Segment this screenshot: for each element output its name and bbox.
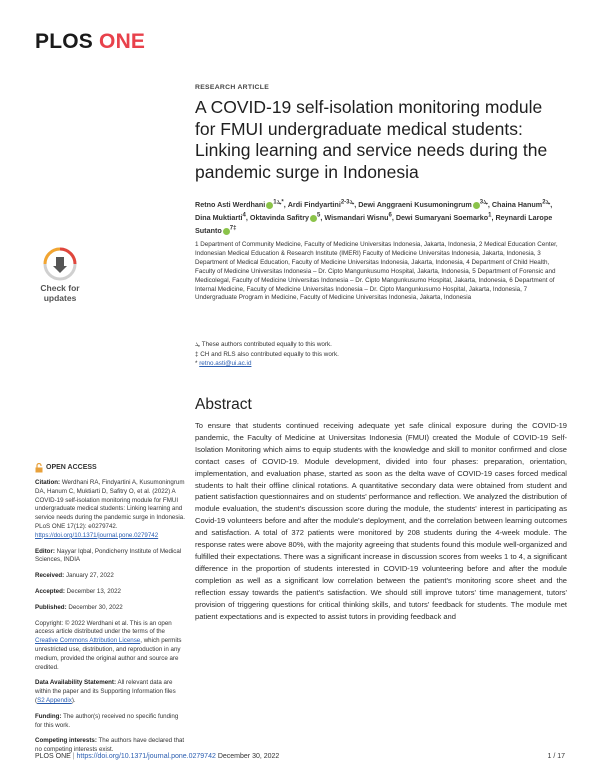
footer-doi-link[interactable]: https://doi.org/10.1371/journal.pone.0279742 [76,753,216,760]
check-updates-icon [43,247,77,281]
author-notes [195,340,567,369]
accepted [35,588,185,597]
orcid-icon[interactable] [310,215,317,222]
s2-appendix-link[interactable]: S2 Appendix [37,696,72,704]
corresponding-email: * retno.asti@ui.ac.id [195,360,252,367]
funding-text: The author(s) received no specific funding for this work. [35,712,179,729]
open-access-label: OPEN ACCESS [46,463,97,471]
author[interactable]: Dewi Anggraeni Kusumoningrum $^{3ܛ}$, [358,200,490,210]
received-label: Received: [35,572,65,580]
citation-label: Citation: [35,479,61,486]
data-availability-end: ). [71,696,76,704]
orcid-icon[interactable] [473,202,480,209]
author[interactable]: Reynardi Larope Sutanto $^{7\ddagger}$ [195,213,553,236]
copyright [35,620,185,673]
page-number: 1 / 17 [547,753,565,760]
logo-one: ONE [99,30,146,53]
footer-separator: | [72,753,75,760]
license-link[interactable]: Creative Commons Attribution License [35,637,141,645]
note-also-contributed: ‡ CH and RLS also contributed equally to this work. [195,350,339,358]
article-type: RESEARCH ARTICLE [195,84,270,91]
journal-logo[interactable] [35,30,145,54]
affiliations: 1 Department of Community Medicine, Faculty of Medicine Universitas Indonesia, Jakarta, Indonesia, 2 Medical Education Center, Indonesian Medical Education & Research Institute (IMERI) Faculty of Medicine Universitas Indonesia, Jakarta, Indonesia, 3 Department of Medical Education, Faculty of Medicine Universitas Indonesia, Jakarta, Indonesia, 4 Department of Child Health, Faculty of Medicine Universitas Indonesia – Dr. Cipto Mangunkusumo Hospital, Jakarta, Indonesia, 5 Department of Forensic and Medicolegal, Faculty of Medicine Universitas Indonesia – Dr. Cipto Mangunkusumo Hospital, Jakarta, Indonesia, 6 Department of Internal Medicine, Faculty of Medicine Universitas Indonesia – Dr. Cipto Mangunkusumo Hospital, Jakarta, Indonesia, 7 Undergraduate Program in Medicine, Faculty of Medicine Universitas Indonesia, Jakarta, Indonesia [195,241,558,302]
footer-journal: PLOS ONE [35,753,71,760]
footer-citation [35,753,279,760]
check-for-updates-badge[interactable] [29,247,91,303]
author[interactable]: Dina Muktiarti$^4$, [195,212,248,223]
article-title: A COVID-19 self-isolation monitoring module for FMUI undergraduate medical students: Linking learning and service needs during the pandemic surge in Indonesia [195,97,548,182]
data-availability-label: Data Availability Statement: [35,679,117,687]
page-footer [35,753,565,760]
orcid-icon[interactable] [223,228,230,235]
email-link[interactable]: retno.asti@ui.ac.id [199,360,252,367]
citation-doi-link[interactable]: https://doi.org/10.1371/journal.pone.0279742 [35,531,159,539]
check-updates-line2: updates [43,293,77,303]
data-availability [35,679,185,705]
author[interactable]: Dewi Sumaryani Soemarko$^1$, [395,212,494,223]
competing-label: Competing interests: [35,737,97,745]
copyright-text: Copyright: © 2022 Werdhani et al. This is an open access article distributed under the terms of the [35,619,172,636]
competing-text: The authors have declared that no competing interests exist. [35,737,185,754]
accepted-label: Accepted: [35,587,65,595]
editor-label: Editor: [35,547,55,555]
abstract-text: To ensure that students continued receiving adequate yet safe clinical exposure during the COVID-19 pandemic, the Faculty of Medicine at Universitas Indonesia (FMUI) created the Module of COVID-19 Self-Isolation Monitoring which aims to equip students with the knowledge and skill to monitor confirmed and close contact cases of COVID-19. Module development, divided into four phases: preparation, orientation, implementation, and evaluation phase, started as soon as the delta wave of COVID-19 cases forced medical students to halt their offline clinical rotations. A quantitative secondary data were obtained from student and patient satisfaction questionnaires and on students' performance and reflection. We analyzed the distribution of module evaluation, the student's discussion score during the module, the students' interest in participating as Covid-19 volunteers before and after the module's deployment, and the correlation between learning outcomes and satisfaction. A total of 372 patients were monitored by 208 students during the 4-week module. The response rates were above 80%, with the majority agreeing that students found this module well-organized and fulfilled their expectations. There was a significant increase in discussion scores from weeks 1 to 4, a significant difference in the proportion of students interested in COVID-19 volunteering before and after the module completion as well as a significant low correlation between the patient's monitoring score sheet and the reflection essay towards the patient's satisfaction. We should still improve tutors' time management, tutors' provision of triggering questions for critical thinking skills, and tutors' feedback for students. The module met patient expectations and is expected to assist tutors in providing feedback and [195,421,567,621]
published [35,604,185,613]
author[interactable]: Ardi Findyartini$^{2-3ܛ}$, [287,200,357,210]
published-label: Published: [35,603,67,611]
logo-plos: PLOS [35,30,93,53]
citation-text: Werdhani RA, Findyartini A, Kusumoningrum DA, Hanum C, Muktiarti D, Safitry O, et al. (2022) A COVID-19 self-isolation monitoring module for FMUI undergraduate medical students: Linking learning and service needs during the pandemic surge in Indonesia. PLoS ONE 17(12): e0279742. [35,479,185,530]
received-date: January 27, 2022 [65,572,114,580]
accepted-date: December 13, 2022 [66,587,122,595]
published-date: December 30, 2022 [68,603,123,611]
author[interactable]: Oktavinda Safitry $^5$, [249,212,323,223]
editor-text: Nayyar Iqbal, Pondicherry Institute of Medical Sciences, INDIA [35,547,182,564]
check-updates-line1: Check for [40,283,80,293]
received [35,572,185,581]
funding-label: Funding: [35,712,62,720]
editor [35,548,185,566]
open-access [35,463,185,473]
abstract-heading: Abstract [195,396,252,413]
article-sidebar [35,463,185,762]
data-availability-text: All relevant data are within the paper and its Supporting Information files ( [35,679,176,704]
author-list [195,198,567,237]
open-lock-icon [35,463,43,473]
funding [35,713,185,731]
author[interactable]: Retno Asti Werdhani $^{1ܛ*}$, [195,200,286,210]
author[interactable]: Wismandari Wisnu$^6$, [324,212,394,223]
author[interactable]: Chaina Hanum$^{2ܛ}$, [491,200,553,210]
copyright-text-end: , which permits unrestricted use, distribution, and reproduction in any medium, provided the original author and source are credited. [35,637,182,671]
note-equal-contribution: ܛ These authors contributed equally to this work. [195,341,332,348]
citation [35,479,185,541]
footer-date: December 30, 2022 [217,753,280,760]
